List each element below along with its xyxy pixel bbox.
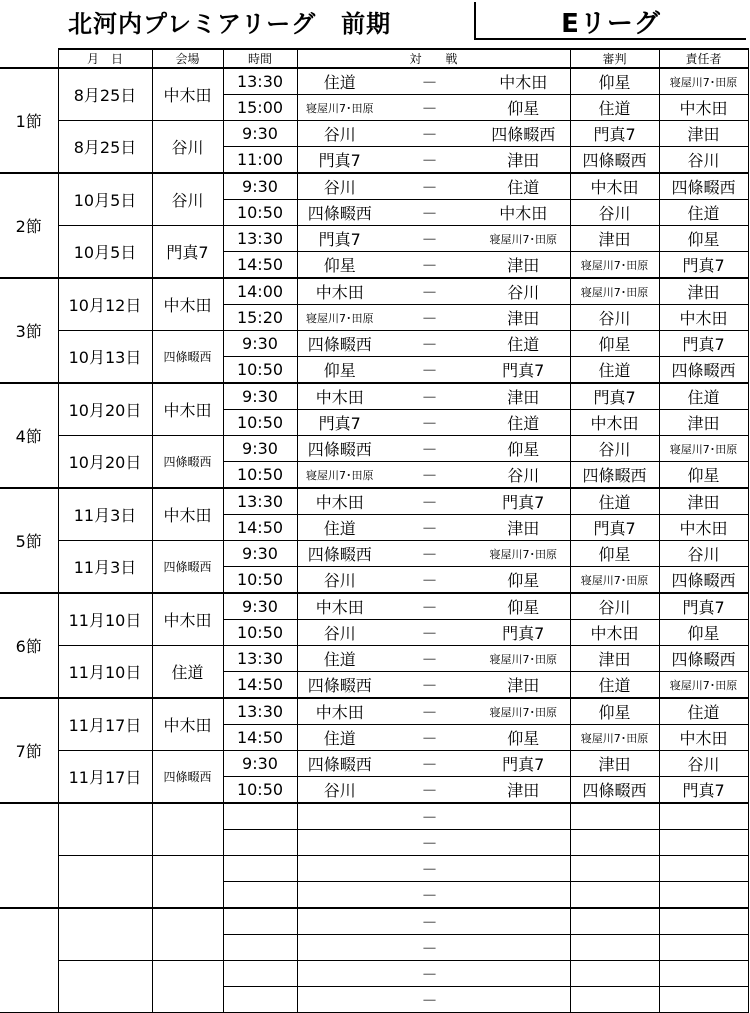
match-time (223, 830, 297, 856)
away-team: 門真7 (477, 620, 570, 646)
away-team: 津田 (477, 515, 570, 541)
away-team: 仰星 (477, 725, 570, 751)
match-row (0, 593, 748, 620)
referee-team: 津田 (570, 226, 659, 252)
home-team: 門真7 (297, 410, 382, 436)
away-team (477, 830, 570, 856)
away-team: 住道 (477, 410, 570, 436)
manager-team: 中木田 (659, 725, 748, 751)
manager-team (659, 882, 748, 909)
manager-team: 仰星 (659, 226, 748, 252)
home-team: 寝屋川7･田原 (297, 462, 382, 489)
manager-team: 津田 (659, 410, 748, 436)
manager-team: 門真7 (659, 593, 748, 620)
away-team (477, 882, 570, 909)
away-team: 門真7 (477, 751, 570, 777)
vs-mark: － (382, 305, 477, 331)
referee-team (570, 856, 659, 882)
match-time: 10:50 (223, 357, 297, 384)
away-team: 仰星 (477, 436, 570, 462)
match-row (0, 908, 748, 935)
match-venue: 中木田 (152, 593, 223, 646)
home-team: 住道 (297, 725, 382, 751)
referee-team: 門真7 (570, 121, 659, 147)
vs-mark: － (382, 777, 477, 804)
vs-mark: － (382, 672, 477, 699)
home-team: 中木田 (297, 278, 382, 305)
match-venue: 四條畷西 (152, 436, 223, 489)
referee-team: 門真7 (570, 383, 659, 410)
home-team: 門真7 (297, 226, 382, 252)
manager-team: 谷川 (659, 147, 748, 174)
manager-team: 住道 (659, 698, 748, 725)
manager-team: 住道 (659, 200, 748, 226)
match-row (0, 856, 748, 882)
home-team: 寝屋川7･田原 (297, 305, 382, 331)
home-team (297, 830, 382, 856)
round-label (0, 803, 58, 908)
match-time (223, 961, 297, 987)
vs-mark: － (382, 95, 477, 121)
match-time: 9:30 (223, 751, 297, 777)
match-time: 10:50 (223, 777, 297, 804)
match-row (0, 488, 748, 515)
match-date: 10月20日 (58, 383, 152, 436)
manager-team: 仰星 (659, 620, 748, 646)
round-label: 4節 (0, 383, 58, 488)
match-time: 15:20 (223, 305, 297, 331)
match-venue: 中木田 (152, 278, 223, 331)
match-time (223, 882, 297, 909)
match-row (0, 698, 748, 725)
vs-mark: － (382, 751, 477, 777)
match-date (58, 961, 152, 1013)
away-team (477, 856, 570, 882)
match-venue: 四條畷西 (152, 331, 223, 384)
manager-team: 寝屋川7･田原 (659, 68, 748, 95)
match-time: 13:30 (223, 698, 297, 725)
match-venue: 谷川 (152, 121, 223, 174)
referee-team (570, 935, 659, 961)
vs-mark: － (382, 410, 477, 436)
away-team: 寝屋川7･田原 (477, 698, 570, 725)
vs-mark: － (382, 908, 477, 935)
manager-team: 寝屋川7･田原 (659, 436, 748, 462)
manager-team: 津田 (659, 488, 748, 515)
referee-team (570, 882, 659, 909)
match-row (0, 68, 748, 95)
home-team: 住道 (297, 646, 382, 672)
manager-team: 寝屋川7･田原 (659, 672, 748, 699)
away-team: 門真7 (477, 488, 570, 515)
manager-team: 門真7 (659, 331, 748, 357)
header-round (0, 49, 58, 68)
referee-team: 谷川 (570, 200, 659, 226)
match-row (0, 331, 748, 357)
away-team: 津田 (477, 305, 570, 331)
league-box (474, 2, 746, 40)
match-time: 9:30 (223, 121, 297, 147)
away-team: 中木田 (477, 68, 570, 95)
manager-team (659, 830, 748, 856)
match-time: 14:50 (223, 672, 297, 699)
vs-mark: － (382, 856, 477, 882)
league-name: Eリーグ (561, 9, 661, 39)
match-venue (152, 961, 223, 1013)
match-venue: 門真7 (152, 226, 223, 279)
match-row (0, 646, 748, 672)
away-team: 津田 (477, 252, 570, 279)
away-team: 住道 (477, 331, 570, 357)
referee-team: 中木田 (570, 620, 659, 646)
vs-mark: － (382, 646, 477, 672)
match-time: 10:50 (223, 567, 297, 594)
match-row (0, 226, 748, 252)
match-time: 13:30 (223, 226, 297, 252)
manager-team: 谷川 (659, 751, 748, 777)
home-team: 四條畷西 (297, 436, 382, 462)
match-time: 15:00 (223, 95, 297, 121)
match-venue (152, 803, 223, 856)
header-match: 対 戦 (297, 49, 570, 68)
header-venue: 会場 (152, 49, 223, 68)
vs-mark: － (382, 462, 477, 489)
away-team (477, 908, 570, 935)
referee-team: 中木田 (570, 410, 659, 436)
vs-mark: － (382, 357, 477, 384)
match-date: 10月12日 (58, 278, 152, 331)
away-team: 四條畷西 (477, 121, 570, 147)
home-team: 住道 (297, 68, 382, 95)
home-team: 四條畷西 (297, 200, 382, 226)
match-date: 10月5日 (58, 173, 152, 226)
match-time: 14:00 (223, 278, 297, 305)
vs-mark: － (382, 226, 477, 252)
match-time: 9:30 (223, 541, 297, 567)
match-row (0, 121, 748, 147)
away-team: 谷川 (477, 462, 570, 489)
referee-team: 四條畷西 (570, 147, 659, 174)
referee-team (570, 961, 659, 987)
home-team: 門真7 (297, 147, 382, 174)
header-time: 時間 (223, 49, 297, 68)
home-team: 谷川 (297, 121, 382, 147)
referee-team: 四條畷西 (570, 462, 659, 489)
away-team: 寝屋川7･田原 (477, 646, 570, 672)
round-label: 3節 (0, 278, 58, 383)
manager-team: 門真7 (659, 777, 748, 804)
referee-team: 中木田 (570, 173, 659, 200)
referee-team: 四條畷西 (570, 777, 659, 804)
manager-team (659, 935, 748, 961)
home-team: 中木田 (297, 383, 382, 410)
match-time: 10:50 (223, 410, 297, 436)
vs-mark: － (382, 488, 477, 515)
match-row (0, 436, 748, 462)
match-date: 8月25日 (58, 68, 152, 121)
vs-mark: － (382, 961, 477, 987)
away-team: 津田 (477, 383, 570, 410)
referee-team: 寝屋川7･田原 (570, 725, 659, 751)
vs-mark: － (382, 620, 477, 646)
match-venue: 住道 (152, 646, 223, 699)
vs-mark: － (382, 725, 477, 751)
referee-team (570, 803, 659, 830)
home-team (297, 882, 382, 909)
match-date: 11月3日 (58, 541, 152, 594)
home-team: 寝屋川7･田原 (297, 95, 382, 121)
referee-team: 住道 (570, 357, 659, 384)
round-label: 6節 (0, 593, 58, 698)
vs-mark: － (382, 331, 477, 357)
vs-mark: － (382, 200, 477, 226)
referee-team: 住道 (570, 672, 659, 699)
match-row (0, 803, 748, 830)
home-team (297, 856, 382, 882)
vs-mark: － (382, 383, 477, 410)
match-date: 10月13日 (58, 331, 152, 384)
home-team (297, 961, 382, 987)
match-time (223, 803, 297, 830)
match-time: 14:50 (223, 252, 297, 279)
home-team: 四條畷西 (297, 331, 382, 357)
referee-team: 津田 (570, 646, 659, 672)
match-date: 11月17日 (58, 698, 152, 751)
match-venue (152, 856, 223, 909)
match-time (223, 935, 297, 961)
match-time: 10:50 (223, 200, 297, 226)
match-row (0, 541, 748, 567)
match-date: 11月10日 (58, 646, 152, 699)
manager-team (659, 803, 748, 830)
vs-mark: － (382, 252, 477, 279)
match-date: 11月17日 (58, 751, 152, 804)
match-row (0, 383, 748, 410)
away-team: 津田 (477, 777, 570, 804)
manager-team: 四條畷西 (659, 567, 748, 594)
manager-team: 中木田 (659, 515, 748, 541)
referee-team: 仰星 (570, 698, 659, 725)
manager-team: 門真7 (659, 252, 748, 279)
home-team: 谷川 (297, 173, 382, 200)
match-date: 10月20日 (58, 436, 152, 489)
home-team: 四條畷西 (297, 751, 382, 777)
home-team: 谷川 (297, 777, 382, 804)
manager-team (659, 961, 748, 987)
referee-team: 谷川 (570, 593, 659, 620)
match-date (58, 856, 152, 909)
match-time: 9:30 (223, 331, 297, 357)
manager-team: 津田 (659, 121, 748, 147)
page-title: 北河内プレミアリーグ 前期 (68, 9, 392, 38)
match-date: 11月3日 (58, 488, 152, 541)
header-row (0, 49, 748, 68)
referee-team: 門真7 (570, 515, 659, 541)
match-date: 10月5日 (58, 226, 152, 279)
referee-team: 住道 (570, 95, 659, 121)
match-time: 14:50 (223, 515, 297, 541)
title-row (0, 0, 750, 46)
away-team (477, 935, 570, 961)
match-time: 14:50 (223, 725, 297, 751)
round-label: 5節 (0, 488, 58, 593)
referee-team: 寝屋川7･田原 (570, 278, 659, 305)
match-time (223, 987, 297, 1013)
home-team (297, 935, 382, 961)
match-date (58, 803, 152, 856)
away-team (477, 803, 570, 830)
vs-mark: － (382, 515, 477, 541)
manager-team: 津田 (659, 278, 748, 305)
header-manager: 責任者 (659, 49, 748, 68)
vs-mark: － (382, 68, 477, 95)
referee-team: 谷川 (570, 436, 659, 462)
referee-team: 住道 (570, 488, 659, 515)
match-date: 11月10日 (58, 593, 152, 646)
match-venue: 中木田 (152, 488, 223, 541)
manager-team: 四條畷西 (659, 646, 748, 672)
referee-team (570, 987, 659, 1013)
away-team: 津田 (477, 672, 570, 699)
match-row (0, 278, 748, 305)
match-row (0, 961, 748, 987)
vs-mark: － (382, 278, 477, 305)
match-venue: 中木田 (152, 68, 223, 121)
referee-team: 津田 (570, 751, 659, 777)
match-time: 9:30 (223, 173, 297, 200)
match-time: 13:30 (223, 68, 297, 95)
manager-team: 仰星 (659, 462, 748, 489)
away-team (477, 987, 570, 1013)
vs-mark: － (382, 830, 477, 856)
away-team (477, 961, 570, 987)
vs-mark: － (382, 882, 477, 909)
home-team (297, 803, 382, 830)
home-team: 中木田 (297, 698, 382, 725)
schedule-table (0, 48, 749, 1013)
manager-team (659, 908, 748, 935)
away-team: 津田 (477, 147, 570, 174)
header-referee: 審判 (570, 49, 659, 68)
home-team: 仰星 (297, 252, 382, 279)
match-time: 11:00 (223, 147, 297, 174)
referee-team: 仰星 (570, 541, 659, 567)
match-row (0, 751, 748, 777)
manager-team (659, 856, 748, 882)
vs-mark: － (382, 803, 477, 830)
vs-mark: － (382, 698, 477, 725)
match-time (223, 856, 297, 882)
away-team: 仰星 (477, 95, 570, 121)
manager-team: 中木田 (659, 305, 748, 331)
away-team: 寝屋川7･田原 (477, 226, 570, 252)
home-team: 仰星 (297, 357, 382, 384)
manager-team: 住道 (659, 383, 748, 410)
referee-team: 寝屋川7･田原 (570, 252, 659, 279)
vs-mark: － (382, 567, 477, 594)
manager-team (659, 987, 748, 1013)
manager-team: 谷川 (659, 541, 748, 567)
referee-team: 仰星 (570, 331, 659, 357)
round-label (0, 908, 58, 1013)
match-time: 13:30 (223, 488, 297, 515)
home-team: 住道 (297, 515, 382, 541)
match-venue: 中木田 (152, 698, 223, 751)
vs-mark: － (382, 173, 477, 200)
referee-team: 谷川 (570, 305, 659, 331)
home-team: 谷川 (297, 620, 382, 646)
manager-team: 四條畷西 (659, 173, 748, 200)
match-venue (152, 908, 223, 961)
match-time: 9:30 (223, 383, 297, 410)
away-team: 門真7 (477, 357, 570, 384)
vs-mark: － (382, 436, 477, 462)
match-time (223, 908, 297, 935)
match-time: 9:30 (223, 593, 297, 620)
away-team: 仰星 (477, 593, 570, 620)
away-team: 仰星 (477, 567, 570, 594)
round-label: 1節 (0, 68, 58, 173)
home-team: 谷川 (297, 567, 382, 594)
match-venue: 谷川 (152, 173, 223, 226)
match-time: 10:50 (223, 462, 297, 489)
home-team: 中木田 (297, 488, 382, 515)
match-date: 8月25日 (58, 121, 152, 174)
match-time: 13:30 (223, 646, 297, 672)
header-date: 月 日 (58, 49, 152, 68)
referee-team (570, 908, 659, 935)
home-team (297, 987, 382, 1013)
vs-mark: － (382, 593, 477, 620)
match-venue: 四條畷西 (152, 751, 223, 804)
manager-team: 中木田 (659, 95, 748, 121)
match-venue: 四條畷西 (152, 541, 223, 594)
home-team: 四條畷西 (297, 672, 382, 699)
match-time: 9:30 (223, 436, 297, 462)
round-label: 2節 (0, 173, 58, 278)
round-label: 7節 (0, 698, 58, 803)
away-team: 住道 (477, 173, 570, 200)
match-row (0, 173, 748, 200)
match-time: 10:50 (223, 620, 297, 646)
home-team (297, 908, 382, 935)
referee-team: 仰星 (570, 68, 659, 95)
vs-mark: － (382, 987, 477, 1013)
referee-team: 寝屋川7･田原 (570, 567, 659, 594)
home-team: 四條畷西 (297, 541, 382, 567)
referee-team (570, 830, 659, 856)
vs-mark: － (382, 541, 477, 567)
away-team: 寝屋川7･田原 (477, 541, 570, 567)
vs-mark: － (382, 147, 477, 174)
away-team: 中木田 (477, 200, 570, 226)
home-team: 中木田 (297, 593, 382, 620)
manager-team: 四條畷西 (659, 357, 748, 384)
vs-mark: － (382, 935, 477, 961)
match-date (58, 908, 152, 961)
match-venue: 中木田 (152, 383, 223, 436)
vs-mark: － (382, 121, 477, 147)
away-team: 谷川 (477, 278, 570, 305)
